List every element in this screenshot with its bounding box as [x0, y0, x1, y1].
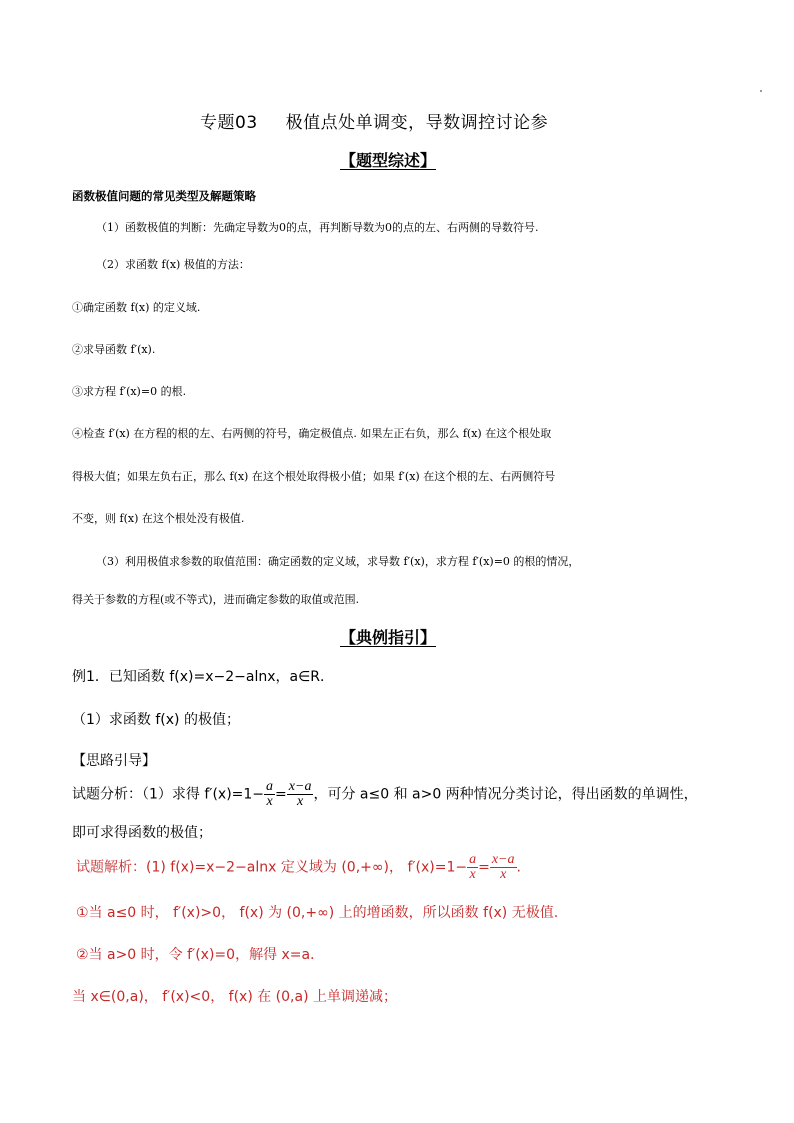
- section-heading-examples: 【典例指引】: [340, 628, 437, 647]
- method-step-4-line-2: 得极大值；如果左负右正，那么 f(x) 在这个根处取得极小值；如果 f′(x) 在这个根的左、右两侧符号: [72, 470, 556, 483]
- summary-paragraph-1: （1）函数极值的判断：先确定导数为0的点，再判断导数为0的点的左、右两侧的导数符号.: [96, 221, 539, 234]
- solution-fraction-1: [467, 853, 478, 882]
- title-text: 极值点处单调变，导数调控讨论参: [285, 113, 549, 133]
- method-step-4-line-3: 不变，则 f(x) 在这个根处没有极值.: [72, 512, 245, 525]
- analysis-line-2: 即可求得函数的极值；: [72, 825, 212, 841]
- solution-fraction-1-denominator: x: [469, 867, 476, 882]
- analysis-fraction-1: [264, 780, 275, 809]
- summary-paragraph-2: （2）求函数 f(x) 极值的方法：: [96, 258, 250, 271]
- analysis-fraction-2-denominator: x: [297, 794, 304, 809]
- solution-fraction-2: [490, 853, 517, 882]
- method-step-3: ③求方程 f′(x)=0 的根.: [72, 385, 187, 398]
- analysis-fraction-1-denominator: x: [266, 794, 273, 809]
- section-heading-overview: 【题型综述】: [340, 151, 437, 170]
- solution-fraction-1-numerator: a: [469, 852, 477, 867]
- solution-line-1: [76, 853, 521, 882]
- title-number: 专题03: [200, 113, 258, 133]
- analysis-prefix: 试题分析：（1）求得 f′(x)=1−: [72, 786, 265, 803]
- analysis-line-1: [72, 780, 698, 809]
- example-question-1: （1）求函数 f(x) 的极值；: [72, 712, 240, 728]
- method-step-1: ①确定函数 f(x) 的定义域.: [72, 301, 201, 314]
- method-step-4-line-1: ④检查 f′(x) 在方程的根的左、右两侧的符号，确定极值点. 如果左正右负，那么 f(x) 在这个根处取: [72, 427, 552, 440]
- analysis-fraction-2-numerator: x−a: [288, 779, 312, 794]
- page-title: [200, 108, 548, 133]
- page-mark: [760, 90, 762, 92]
- solution-fraction-2-numerator: x−a: [491, 852, 515, 867]
- hint-label: 【思路引导】: [72, 753, 156, 769]
- solution-fraction-2-denominator: x: [500, 867, 507, 882]
- analysis-fraction-2: [287, 780, 314, 809]
- solution-case-2: ②当 a>0 时，令 f′(x)=0，解得 x=a．: [76, 947, 325, 963]
- solution-suffix: .: [516, 859, 521, 876]
- summary-paragraph-3-line-2: 得关于参数的方程(或不等式)，进而确定参数的取值或范围.: [72, 593, 360, 606]
- analysis-equals: =: [275, 786, 287, 803]
- method-step-2: ②求导函数 f′(x).: [72, 343, 156, 356]
- solution-case-1: ①当 a≤0 时， f′(x)>0， f(x) 为 (0,+∞) 上的增函数，所以函数 f(x) 无极值.: [76, 905, 559, 921]
- solution-case-2-line-2: 当 x∈(0,a)， f′(x)<0， f(x) 在 (0,a) 上单调递减；: [72, 989, 397, 1005]
- analysis-suffix: ，可分 a≤0 和 a>0 两种情况分类讨论，得出函数的单调性，: [313, 786, 698, 803]
- solution-prefix: 试题解析：(1) f(x)=x−2−alnx 定义域为 (0,+∞)， f′(x)=1−: [76, 859, 468, 876]
- summary-paragraph-3-line-1: （3）利用极值求参数的取值范围：确定函数的定义域，求导数 f′(x)，求方程 f′(x)=0 的根的情况，: [96, 555, 580, 568]
- solution-equals: =: [478, 859, 490, 876]
- example-statement: 例1．已知函数 f(x)=x−2−alnx，a∈R．: [72, 669, 335, 685]
- analysis-fraction-1-numerator: a: [266, 779, 274, 794]
- summary-heading: 函数极值问题的常见类型及解题策略: [72, 189, 256, 203]
